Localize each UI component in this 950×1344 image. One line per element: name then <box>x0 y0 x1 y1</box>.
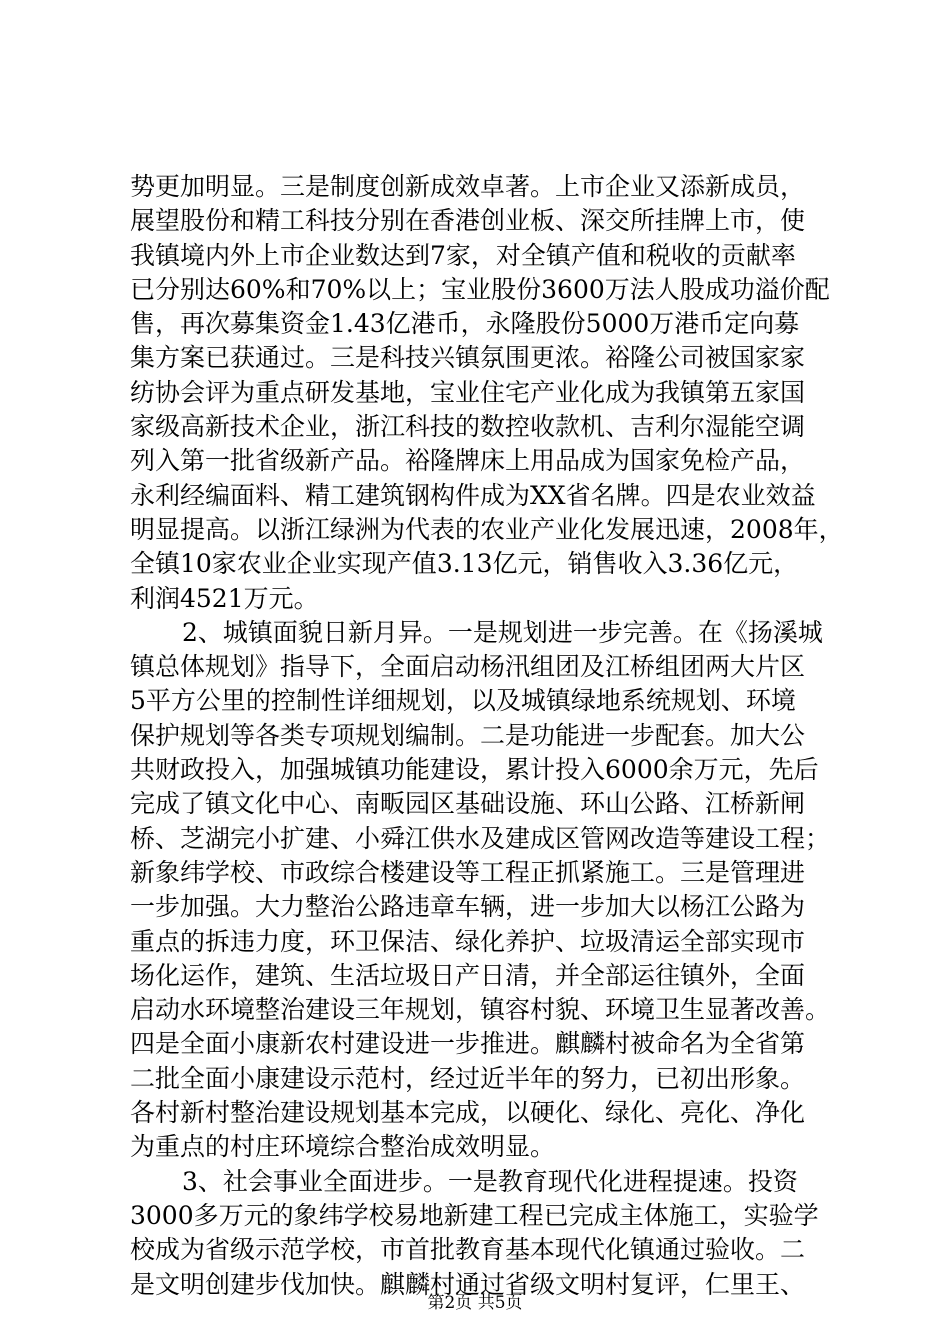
text-line: 一步加强。大力整治公路违章车辆，进一步加大以杨江公路为 <box>130 892 806 922</box>
paragraph-start-line: 3、社会事业全面进步。一是教育现代化进程提速。投资 <box>182 1166 798 1196</box>
text-line: 明显提高。以浙江绿洲为代表的农业产业化发展迅速，2008年， <box>130 514 844 544</box>
text-line: 已分别达60%和70%以上；宝业股份3600万法人股成功溢价配 <box>130 274 830 304</box>
text-line: 列入第一批省级新产品。裕隆牌床上用品成为国家免检产品， <box>130 446 806 476</box>
text-line: 家级高新技术企业，浙江科技的数控收款机、吉利尔湿能空调 <box>130 412 806 442</box>
text-line: 各村新村整治建设规划基本完成，以硬化、绿化、亮化、净化 <box>130 1098 806 1128</box>
text-line: 全镇10家农业企业实现产值3.13亿元，销售收入3.36亿元， <box>130 549 799 579</box>
body-text <box>130 170 844 1302</box>
text-line: 势更加明显。三是制度创新成效卓著。上市企业又添新成员， <box>130 172 806 201</box>
text-line: 桥、芝湖完小扩建、小舜江供水及建成区管网改造等建设工程； <box>130 823 831 853</box>
text-line: 为重点的村庄环境综合整治成效明显。 <box>130 1132 556 1162</box>
text-line: 我镇境内外上市企业数达到7家，对全镇产值和税收的贡献率 <box>130 240 796 270</box>
text-line: 启动水环境整治建设三年规划，镇容村貌、环境卫生显著改善。 <box>130 995 831 1025</box>
text-line: 5平方公里的控制性详细规划，以及城镇绿地系统规划、环境 <box>130 686 796 716</box>
text-line: 新象纬学校、市政综合楼建设等工程正抓紧施工。三是管理进 <box>130 857 806 887</box>
paragraph-start-line: 2、城镇面貌日新月异。一是规划进一步完善。在《扬溪城 <box>182 617 823 647</box>
text-line: 四是全面小康新农村建设进一步推进。麒麟村被命名为全省第 <box>130 1029 806 1059</box>
text-line: 校成为省级示范学校，市首批教育基本现代化镇通过验收。二 <box>130 1235 806 1265</box>
text-line: 集方案已获通过。三是科技兴镇氛围更浓。裕隆公司被国家家 <box>130 343 806 373</box>
text-line: 永利经编面料、精工建筑钢构件成为XX省名牌。四是农业效益 <box>130 480 816 510</box>
text-line: 展望股份和精工科技分别在香港创业板、深交所挂牌上市，使 <box>130 206 806 236</box>
text-line: 共财政投入，加强城镇功能建设，累计投入6000余万元，先后 <box>130 755 819 785</box>
text-line: 场化运作，建筑、生活垃圾日产日清，并全部运往镇外，全面 <box>130 960 806 990</box>
text-line: 利润4521万元。 <box>130 583 319 613</box>
text-line: 是文明创建步伐加快。麒麟村通过省级文明村复评，仁里王、 <box>130 1269 806 1299</box>
text-line: 镇总体规划》指导下，全面启动杨汛组团及江桥组团两大片区 <box>130 652 806 682</box>
text-line: 二批全面小康建设示范村，经过近半年的努力，已初出形象。 <box>130 1063 806 1093</box>
page-number-footer: 第2页 共5页 <box>427 1293 523 1313</box>
text-line: 保护规划等各类专项规划编制。二是功能进一步配套。加大公 <box>130 720 806 750</box>
text-line: 售，再次募集资金1.43亿港币，永隆股份5000万港币定向募 <box>130 309 800 339</box>
text-line: 3000多万元的象纬学校易地新建工程已完成主体施工，实验学 <box>130 1200 819 1230</box>
text-line: 完成了镇文化中心、南畈园区基础设施、环山公路、江桥新闸 <box>130 789 806 819</box>
text-line: 重点的拆违力度，环卫保洁、绿化养护、垃圾清运全部实现市 <box>130 926 806 956</box>
text-line: 纺协会评为重点研发基地，宝业住宅产业化成为我镇第五家国 <box>130 377 806 407</box>
